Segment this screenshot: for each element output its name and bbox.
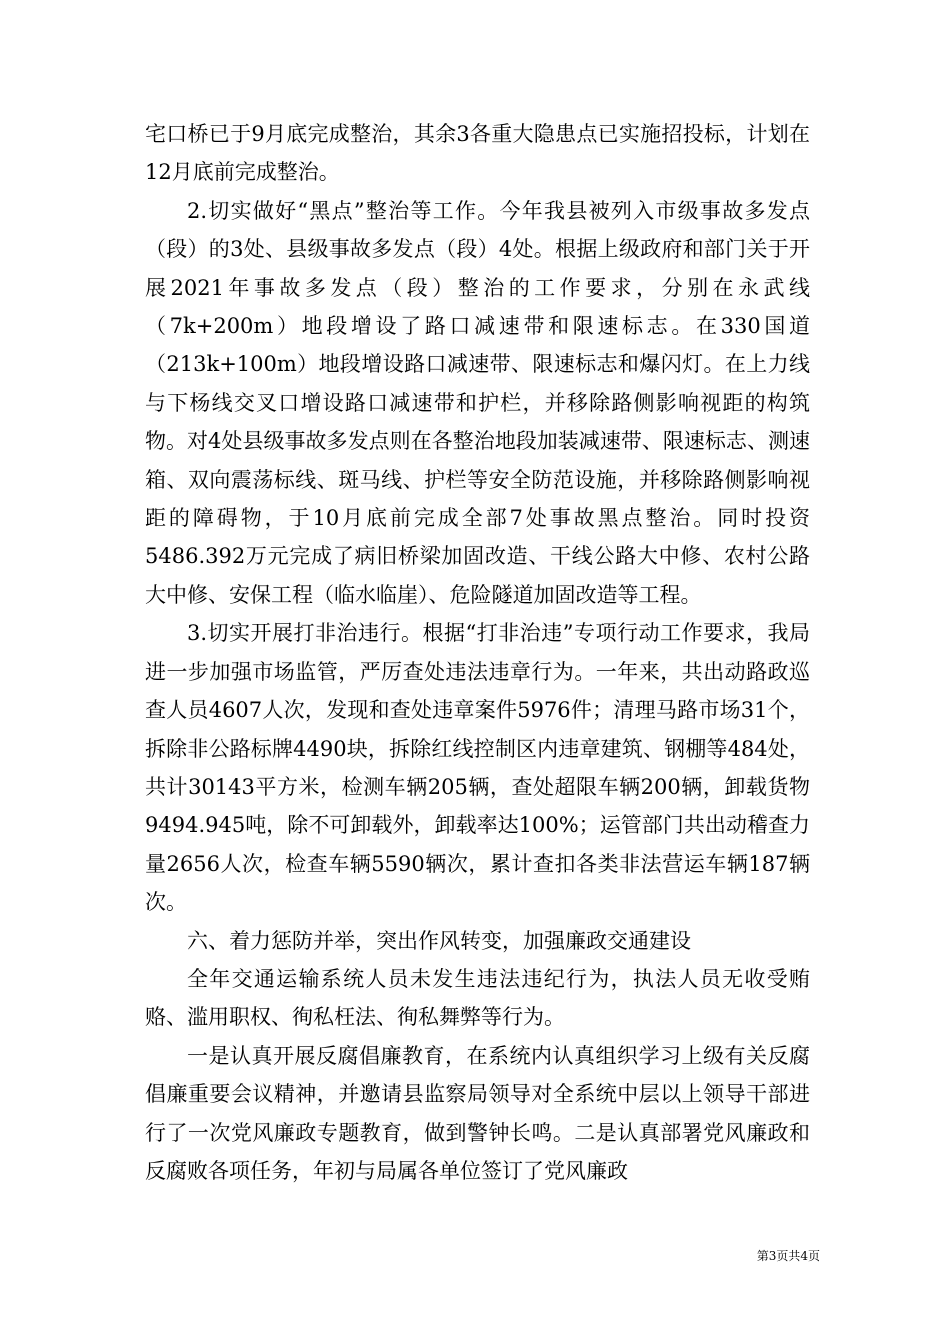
paragraph-2: 2.切实做好“黑点”整治等工作。今年我县被列入市级事故多发点（段）的3处、县级事故多发点（段）4处。根据上级政府和部门关于开展2021年事故多发点（段）整治的工作要求，分别在永武线（7k+200m）地段增设了路口减速带和限速标志。在330国道（213k+100m）地段增设路口减速带、限速标志和爆闪灯。在上力线与下杨线交叉口增设路口减速带和护栏，并移除路侧影响视距的构筑物。对4处县级事故多发点则在各整治地段加装减速带、限速标志、测速箱、双向震荡标线、斑马线、护栏等安全防范设施，并移除路侧影响视距的障碍物，于10月底前完成全部7处事故黑点整治。同时投资5486.392万元完成了病旧桥梁加固改造、干线公路大中修、农村公路大中修、安保工程（临水临崖）、危险隧道加固改造等工程。: [145, 198, 810, 607]
document-body: [145, 115, 810, 1190]
paragraph-5: 一是认真开展反腐倡廉教育，在系统内认真组织学习上级有关反腐倡廉重要会议精神，并邀请县监察局领导对全系统中层以上领导干部进行了一次党风廉政专题教育，做到警钟长鸣。二是认真部署党风廉政和反腐败各项任务，年初与局属各单位签订了党风廉政: [145, 1043, 810, 1183]
paragraph-4: 全年交通运输系统人员未发生违法违纪行为，执法人员无收受贿赂、滥用职权、徇私枉法、徇私舞弊等行为。: [145, 966, 810, 1030]
paragraph-3: 3.切实开展打非治违行。根据“打非治违”专项行动工作要求，我局进一步加强市场监管，严厉查处违法违章行为。一年来，共出动路政巡查人员4607人次，发现和查处违章案件5976件；清理马路市场31个，拆除非公路标牌4490块，拆除红线控制区内违章建筑、钢棚等484处，共计30143平方米，检测车辆205辆，查处超限车辆200辆，卸载货物9494.945吨，除不可卸载外，卸载率达100%；运管部门共出动稽查力量2656人次，检查车辆5590辆次，累计查扣各类非法营运车辆187辆次。: [145, 621, 810, 915]
paragraph-1: 宅口桥已于9月底完成整治，其余3各重大隐患点已实施招投标，计划在12月底前完成整治。: [145, 122, 810, 185]
page-number-footer: 第3页共4页: [756, 1249, 820, 1263]
section-heading: 六、着力惩防并举，突出作风转变，加强廉政交通建设: [187, 928, 691, 953]
